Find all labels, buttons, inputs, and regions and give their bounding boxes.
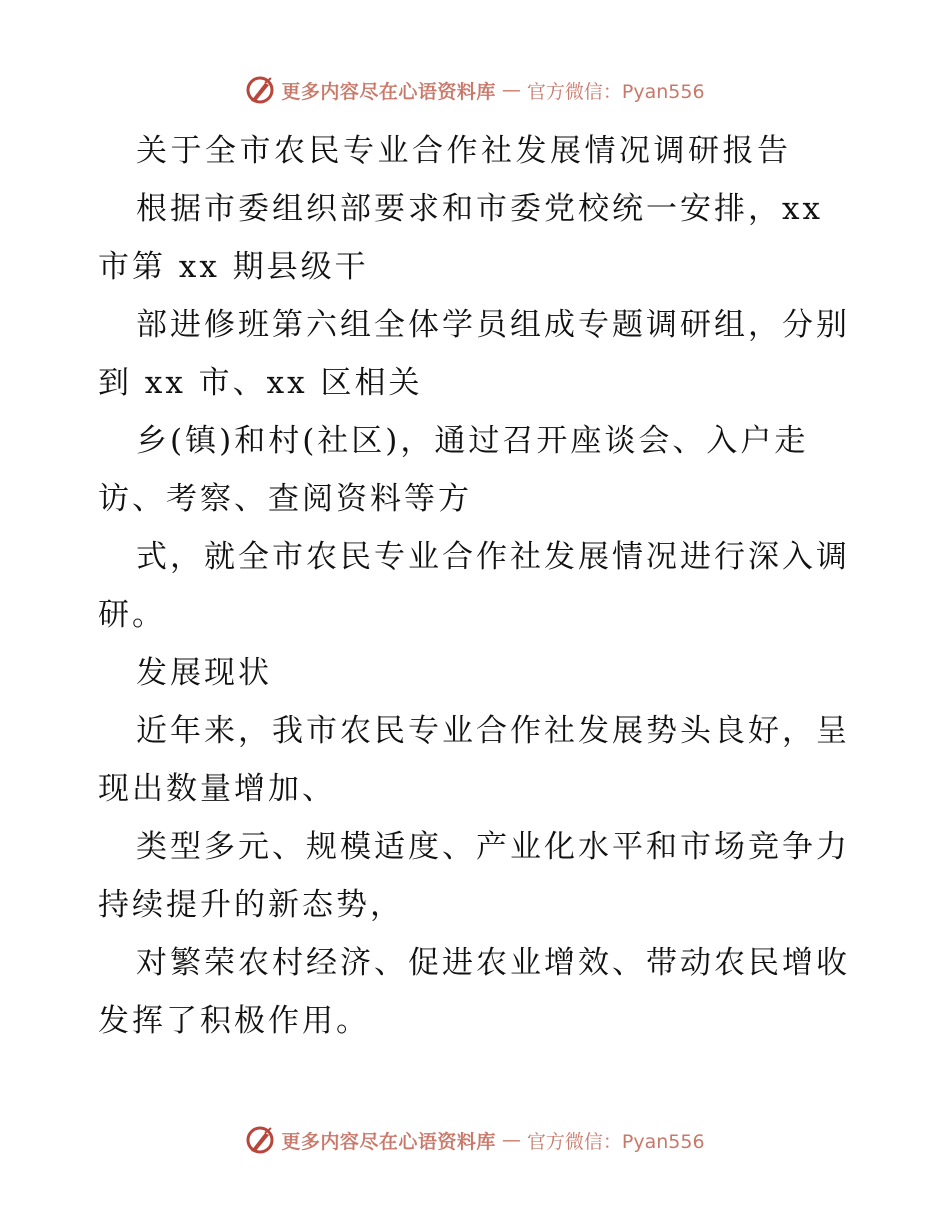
watermark-brand: 更多内容尽在心语资料库 — [281, 80, 496, 103]
paragraph: 部进修班第六组全体学员组成专题调研组，分别到 xx 市、xx 区相关 — [98, 307, 850, 401]
watermark-brand: 更多内容尽在心语资料库 — [281, 1130, 496, 1153]
paragraph: 乡(镇)和村(社区)，通过召开座谈会、入户走访、考察、查阅资料等方 — [98, 423, 809, 517]
footer-watermark — [0, 1120, 950, 1160]
paragraph: 式，就全市农民专业合作社发展情况进行深入调研。 — [98, 539, 850, 633]
quill-logo-icon — [245, 1125, 275, 1155]
watermark-separator: — — [501, 1129, 521, 1151]
quill-logo-icon — [245, 75, 275, 105]
paragraph: 近年来，我市农民专业合作社发展势头良好，呈现出数量增加、 — [98, 713, 850, 807]
watermark-wechat: 官方微信：Pyan556 — [526, 1130, 705, 1153]
header-watermark — [0, 70, 950, 110]
paragraph: 对繁荣农村经济、促进农业增效、带动农民增收发挥了积极作用。 — [98, 945, 850, 1039]
document-title: 关于全市农民专业合作社发展情况调研报告 — [136, 133, 792, 169]
watermark-wechat: 官方微信：Pyan556 — [526, 80, 705, 103]
paragraph: 根据市委组织部要求和市委党校统一安排，xx 市第 xx 期县级干 — [98, 191, 823, 285]
section-heading: 发展现状 — [136, 655, 272, 691]
watermark-separator: — — [501, 79, 521, 101]
document-body — [98, 122, 858, 1050]
paragraph: 类型多元、规模适度、产业化水平和市场竞争力持续提升的新态势， — [98, 829, 850, 923]
